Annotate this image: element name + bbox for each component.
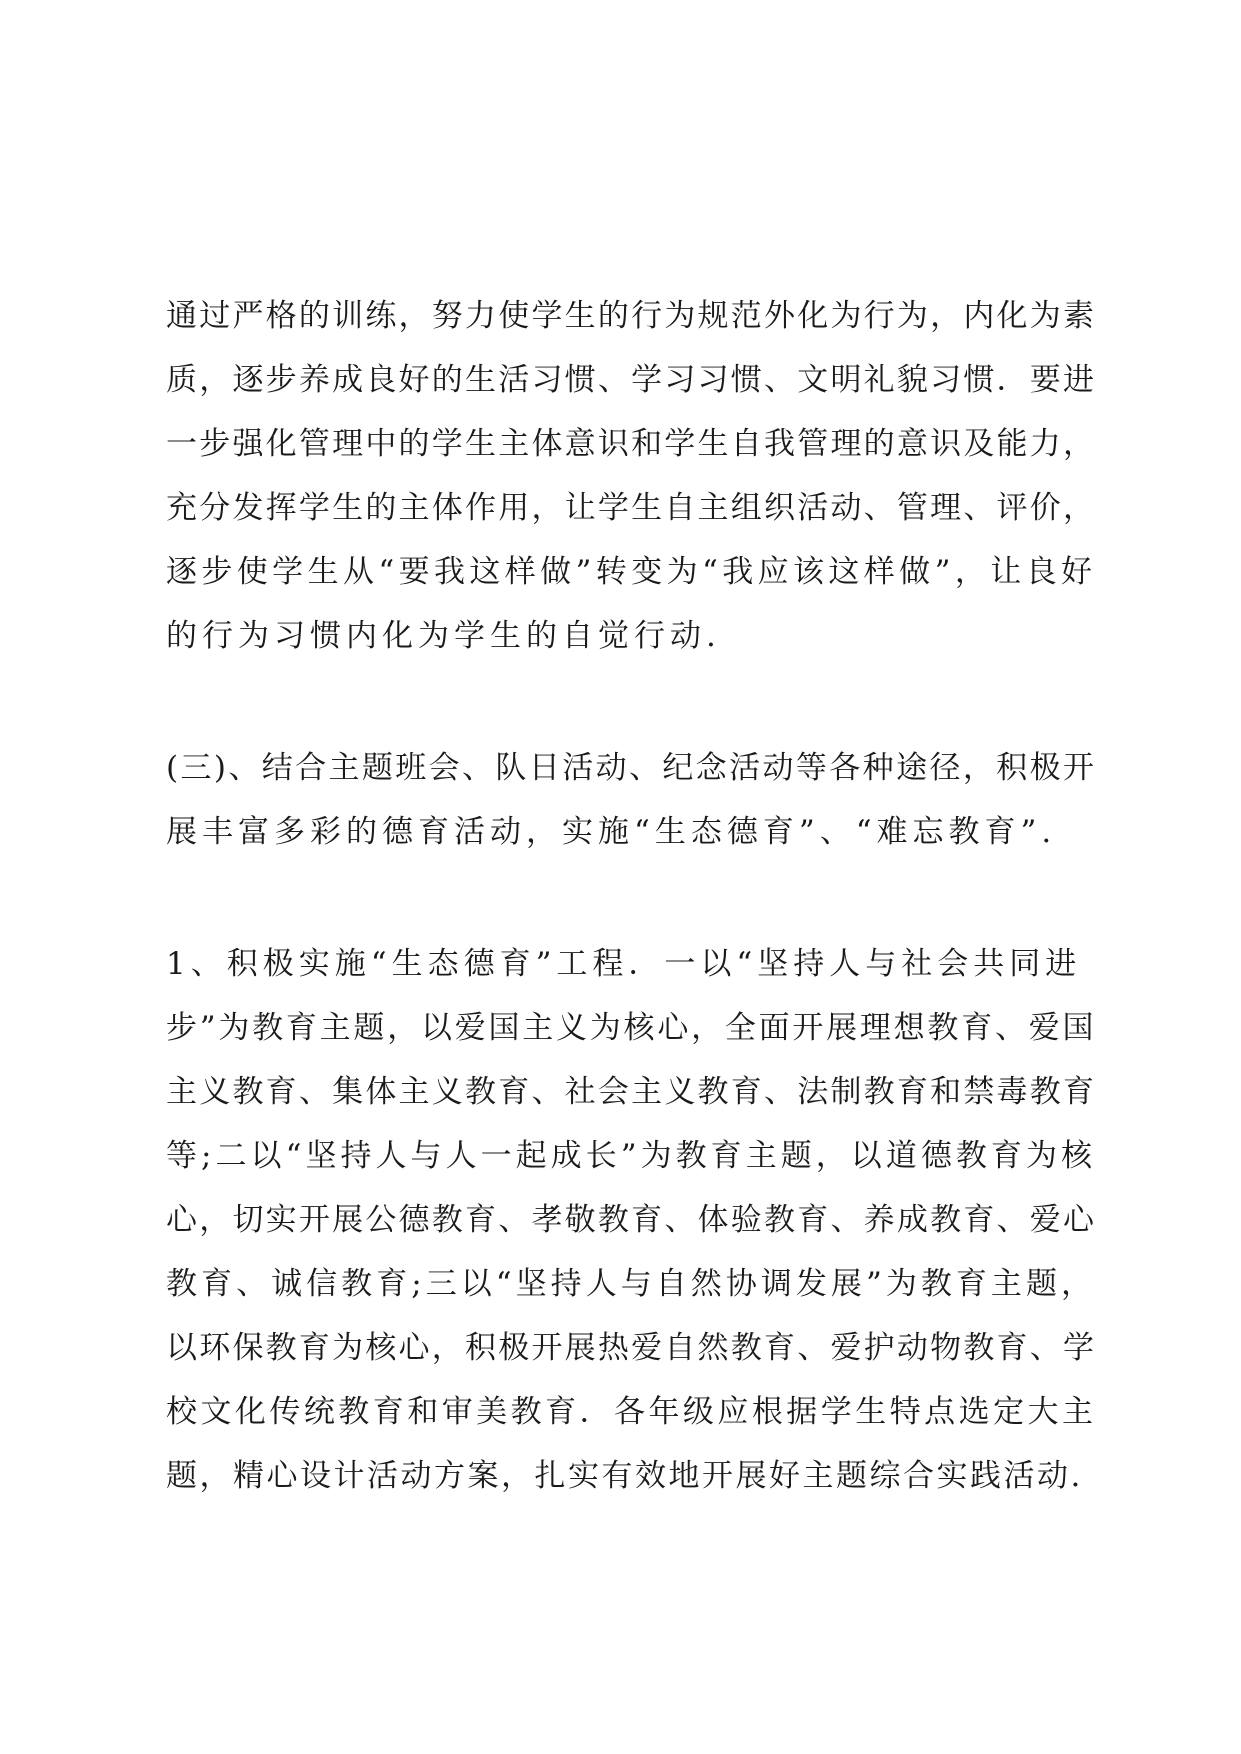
text-line: (三)、结合主题班会、队日活动、纪念活动等各种途径，积极开 xyxy=(166,750,1096,786)
paragraph-behavior-habits xyxy=(166,284,1096,668)
text-line: 一步强化管理中的学生主体意识和学生自我管理的意识及能力， xyxy=(166,426,1096,462)
text-line: 题，精心设计活动方案，扎实有效地开展好主题综合实践活动. xyxy=(166,1458,1083,1494)
text-line: 心，切实开展公德教育、孝敬教育、体验教育、养成教育、爱心 xyxy=(166,1202,1096,1238)
text-line: 1、积极实施“生态德育”工程．一以“坚持人与社会共同进 xyxy=(166,946,1082,982)
paragraph-ecological-moral-education xyxy=(166,932,1096,1508)
text-line: 通过严格的训练，努力使学生的行为规范外化为行为，内化为素 xyxy=(166,298,1096,334)
text-line: 教育、诚信教育;三以“坚持人与自然协调发展”为教育主题， xyxy=(166,1266,1096,1302)
paragraph-section-three-heading xyxy=(166,736,1096,864)
text-line: 质，逐步养成良好的生活习惯、学习习惯、文明礼貌习惯．要进 xyxy=(166,362,1096,398)
text-line: 逐步使学生从“要我这样做”转变为“我应该这样做”，让良好 xyxy=(166,554,1096,590)
text-line: 充分发挥学生的主体作用，让学生自主组织活动、管理、评价， xyxy=(166,490,1096,526)
text-line: 校文化传统教育和审美教育．各年级应根据学生特点选定大主 xyxy=(166,1394,1096,1430)
text-line: 的行为习惯内化为学生的自觉行动. xyxy=(166,618,721,654)
text-line: 主义教育、集体主义教育、社会主义教育、法制教育和禁毒教育 xyxy=(166,1074,1096,1110)
text-line: 等;二以“坚持人与人一起成长”为教育主题，以道德教育为核 xyxy=(166,1138,1096,1174)
text-line: 步”为教育主题，以爱国主义为核心，全面开展理想教育、爱国 xyxy=(166,1010,1096,1046)
text-line: 展丰富多彩的德育活动，实施“生态德育”、“难忘教育”. xyxy=(166,814,1057,850)
text-line: 以环保教育为核心，积极开展热爱自然教育、爱护动物教育、学 xyxy=(166,1330,1096,1366)
